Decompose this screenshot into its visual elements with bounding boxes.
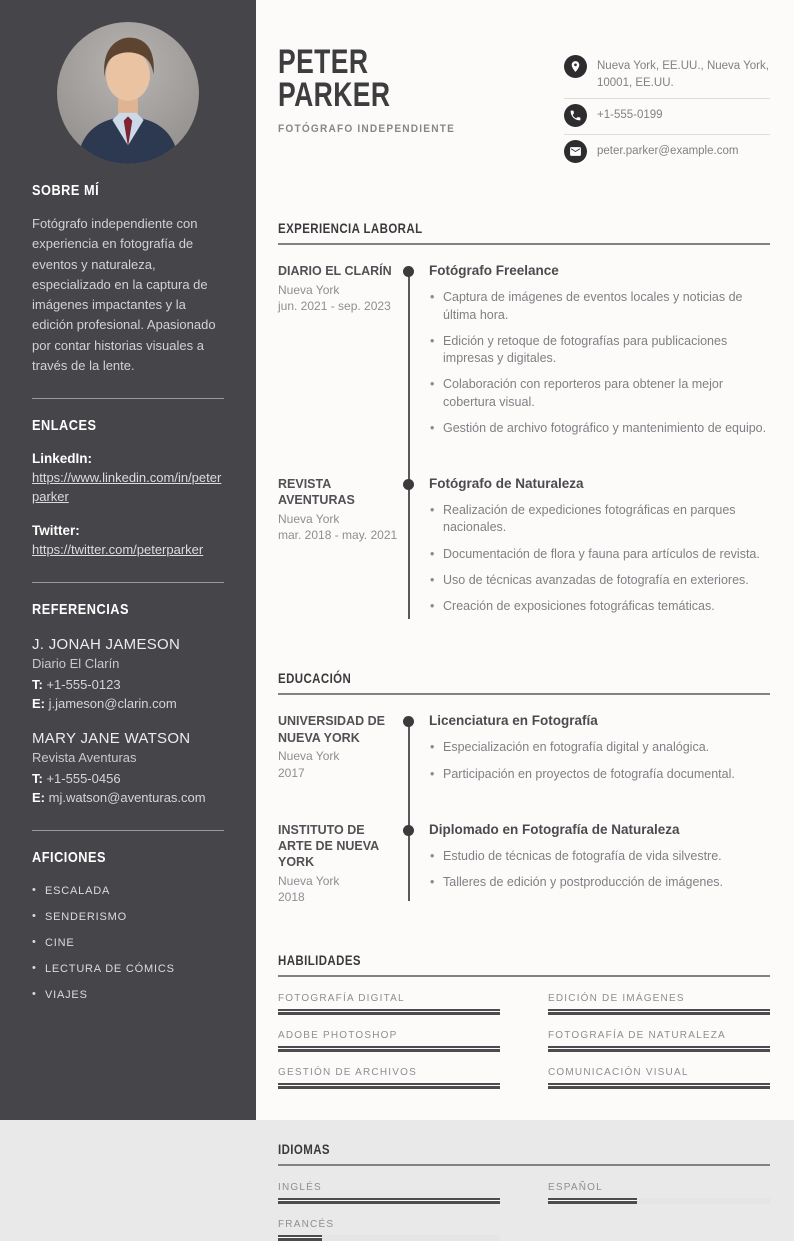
contact-email: peter.parker@example.com bbox=[597, 145, 739, 158]
experience-heading: EXPERIENCIA LABORAL bbox=[278, 220, 423, 237]
entry-body bbox=[409, 822, 770, 906]
email-icon bbox=[564, 140, 587, 163]
bullet-list bbox=[429, 289, 770, 437]
entry-body bbox=[409, 476, 770, 624]
bullet-item: • Especialización en fotografía digital y analógica. bbox=[429, 739, 770, 756]
first-name: PETER bbox=[278, 43, 369, 81]
email-label: E: bbox=[32, 790, 45, 806]
job-title: Fotógrafo Freelance bbox=[429, 263, 559, 279]
email-value: j.jameson@clarin.com bbox=[48, 695, 177, 711]
bullet-item: • Creación de exposiciones fotográficas temáticas. bbox=[429, 598, 770, 615]
language-item bbox=[548, 1182, 770, 1204]
skill-item bbox=[548, 993, 770, 1015]
phone-value: +1-555-0123 bbox=[46, 676, 121, 692]
skill-bar-fill bbox=[278, 1083, 500, 1089]
bullet-item: • Estudio de técnicas de fotografía de vida silvestre. bbox=[429, 848, 770, 865]
company-name: REVISTA AVENTURAS bbox=[278, 477, 355, 508]
language-item bbox=[278, 1182, 500, 1204]
language-bar-fill bbox=[548, 1198, 637, 1204]
skills-section bbox=[278, 952, 770, 1089]
reference-item bbox=[32, 636, 224, 714]
location-icon bbox=[564, 55, 587, 78]
experience-section bbox=[278, 220, 770, 624]
about-text: Fotógrafo independiente con experiencia en fotografía de eventos y naturaleza, especializado en la captura de imágenes impactantes y la edición profesional. Apasionado por contar historias visuales a través de la lente. bbox=[32, 216, 216, 373]
entry-meta bbox=[278, 263, 409, 446]
school-name: INSTITUTO DE ARTE DE NUEVA YORK bbox=[278, 822, 379, 870]
skill-label: FOTOGRAFÍA DIGITAL bbox=[278, 993, 405, 1005]
section-rule bbox=[278, 1164, 770, 1166]
education-section bbox=[278, 670, 770, 906]
skill-item bbox=[548, 1030, 770, 1052]
degree-title: Diplomado en Fotografía de Naturaleza bbox=[429, 821, 680, 837]
education-heading: EDUCACIÓN bbox=[278, 670, 352, 687]
phone-value: +1-555-0456 bbox=[46, 771, 121, 787]
education-timeline bbox=[278, 713, 770, 906]
entry-meta bbox=[278, 822, 409, 906]
experience-entry bbox=[278, 476, 770, 624]
links-heading: ENLACES bbox=[32, 417, 97, 435]
education-entry bbox=[278, 713, 770, 792]
link-item-twitter bbox=[32, 523, 224, 560]
language-item bbox=[278, 1219, 500, 1241]
hobby-item: • ESCALADA bbox=[32, 885, 224, 897]
link-item-linkedin bbox=[32, 451, 224, 507]
bullet-list bbox=[429, 848, 770, 892]
sidebar-divider bbox=[32, 398, 224, 399]
references-heading: REFERENCIAS bbox=[32, 600, 130, 618]
bullet-item: • Participación en proyectos de fotografía documental. bbox=[429, 766, 770, 783]
email-label: E: bbox=[32, 695, 45, 711]
reference-item bbox=[32, 730, 224, 808]
skill-bar bbox=[548, 1046, 770, 1052]
languages-section bbox=[278, 1141, 770, 1241]
contact-block bbox=[564, 50, 770, 170]
company-name: DIARIO EL CLARÍN bbox=[278, 264, 392, 279]
sidebar-divider bbox=[32, 582, 224, 583]
sidebar-divider bbox=[32, 830, 224, 831]
hobby-item: • CINE bbox=[32, 937, 224, 949]
sidebar bbox=[0, 0, 256, 1120]
company-location: Nueva York bbox=[278, 511, 340, 526]
experience-entry bbox=[278, 263, 770, 446]
links-section bbox=[32, 417, 224, 560]
skill-label: EDICIÓN DE IMÁGENES bbox=[548, 993, 685, 1005]
bullet-item: • Captura de imágenes de eventos locales y noticias de última hora. bbox=[429, 289, 770, 324]
entry-body bbox=[409, 713, 770, 792]
skill-label: GESTIÓN DE ARCHIVOS bbox=[278, 1067, 417, 1079]
twitter-link[interactable]: https://twitter.com/peterparker bbox=[32, 541, 204, 557]
last-name: PARKER bbox=[278, 76, 391, 115]
bullet-item: • Realización de expediciones fotográficas en parques nacionales. bbox=[429, 502, 770, 537]
skill-item bbox=[548, 1067, 770, 1089]
timeline-dot bbox=[403, 825, 414, 836]
contact-location: Nueva York, EE.UU., Nueva York, 10001, EE.UU. bbox=[597, 60, 769, 89]
contact-row-phone bbox=[564, 99, 770, 135]
school-location: Nueva York bbox=[278, 748, 340, 763]
skill-label: ADOBE PHOTOSHOP bbox=[278, 1030, 398, 1042]
person-title: FOTÓGRAFO INDEPENDIENTE bbox=[278, 122, 456, 135]
bullet-list bbox=[429, 502, 770, 615]
skill-bar-fill bbox=[548, 1083, 770, 1089]
reference-company: Diario El Clarín bbox=[32, 655, 120, 671]
about-heading: SOBRE MÍ bbox=[32, 182, 100, 199]
skills-heading: HABILIDADES bbox=[278, 952, 361, 969]
section-rule bbox=[278, 975, 770, 977]
skill-bar bbox=[278, 1083, 500, 1089]
skill-bar-fill bbox=[278, 1009, 500, 1015]
about-section bbox=[32, 182, 224, 376]
link-label: Twitter: bbox=[32, 522, 80, 538]
job-title: Fotógrafo de Naturaleza bbox=[429, 476, 584, 492]
link-label: LinkedIn: bbox=[32, 451, 92, 467]
company-location: Nueva York bbox=[278, 282, 340, 297]
skill-bar bbox=[278, 1046, 500, 1052]
skill-item bbox=[278, 1030, 500, 1052]
reference-name: MARY JANE WATSON bbox=[32, 730, 191, 748]
section-rule bbox=[278, 693, 770, 695]
section-rule bbox=[278, 243, 770, 245]
entry-meta bbox=[278, 713, 409, 792]
language-label: INGLÉS bbox=[278, 1182, 322, 1194]
skill-bar-fill bbox=[278, 1046, 500, 1052]
references-section bbox=[32, 601, 224, 808]
email-value: mj.watson@aventuras.com bbox=[48, 790, 206, 806]
bullet-item: • Uso de técnicas avanzadas de fotografía en exteriores. bbox=[429, 572, 770, 589]
phone-label: T: bbox=[32, 676, 43, 692]
reference-company: Revista Aventuras bbox=[32, 750, 137, 766]
hobbies-heading: AFICIONES bbox=[32, 849, 107, 867]
skill-label: COMUNICACIÓN VISUAL bbox=[548, 1067, 689, 1079]
education-entry bbox=[278, 822, 770, 906]
main-content bbox=[256, 0, 794, 1231]
reference-phone bbox=[32, 770, 224, 789]
hobby-item: • SENDERISMO bbox=[32, 911, 224, 923]
profile-photo-illustration bbox=[57, 22, 199, 164]
skill-item bbox=[278, 1067, 500, 1089]
skill-bar-fill bbox=[548, 1009, 770, 1015]
contact-phone: +1-555-0199 bbox=[597, 109, 663, 122]
bullet-item: • Talleres de edición y postproducción de imágenes. bbox=[429, 874, 770, 891]
reference-email bbox=[32, 789, 224, 808]
reference-name: J. JONAH JAMESON bbox=[32, 635, 181, 653]
reference-phone bbox=[32, 676, 224, 695]
skill-bar-fill bbox=[548, 1046, 770, 1052]
contact-row-location bbox=[564, 50, 770, 99]
language-bar bbox=[278, 1198, 500, 1204]
entry-year: 2017 bbox=[278, 765, 305, 780]
contact-row-email bbox=[564, 135, 770, 170]
language-label: FRANCÉS bbox=[278, 1219, 335, 1231]
name-block bbox=[278, 43, 470, 170]
skill-bar bbox=[548, 1083, 770, 1089]
bullet-item: • Edición y retoque de fotografías para publicaciones impresas y digitales. bbox=[429, 333, 770, 368]
skills-grid bbox=[278, 993, 770, 1089]
languages-grid bbox=[278, 1182, 770, 1241]
school-location: Nueva York bbox=[278, 873, 340, 888]
school-name: UNIVERSIDAD DE NUEVA YORK bbox=[278, 714, 385, 745]
language-bar bbox=[548, 1198, 770, 1204]
language-bar bbox=[278, 1235, 500, 1241]
entry-meta bbox=[278, 476, 409, 624]
entry-dates: mar. 2018 - may. 2021 bbox=[278, 528, 398, 543]
bullet-item: • Colaboración con reporteros para obtener la mejor cobertura visual. bbox=[429, 376, 770, 411]
profile-photo bbox=[57, 22, 199, 164]
reference-email bbox=[32, 695, 224, 714]
header bbox=[278, 43, 770, 170]
entry-dates: jun. 2021 - sep. 2023 bbox=[278, 299, 391, 314]
bullet-item: • Documentación de flora y fauna para artículos de revista. bbox=[429, 546, 770, 563]
linkedin-link[interactable]: https://www.linkedin.com/in/peterparker bbox=[32, 470, 222, 504]
bullet-item: • Gestión de archivo fotográfico y mantenimiento de equipo. bbox=[429, 420, 770, 437]
skill-label: FOTOGRAFÍA DE NATURALEZA bbox=[548, 1030, 726, 1042]
entry-body bbox=[409, 263, 770, 446]
experience-timeline bbox=[278, 263, 770, 624]
language-label: ESPAÑOL bbox=[548, 1182, 603, 1194]
hobbies-section bbox=[32, 849, 224, 1001]
hobbies-list bbox=[32, 885, 224, 1001]
phone-icon bbox=[564, 104, 587, 127]
skill-bar bbox=[278, 1009, 500, 1015]
bullet-list bbox=[429, 739, 770, 783]
skill-bar bbox=[548, 1009, 770, 1015]
degree-title: Licenciatura en Fotografía bbox=[429, 713, 598, 729]
hobby-item: • LECTURA DE CÓMICS bbox=[32, 963, 224, 975]
hobby-item: • VIAJES bbox=[32, 989, 224, 1001]
skill-item bbox=[278, 993, 500, 1015]
person-name bbox=[278, 43, 428, 115]
phone-label: T: bbox=[32, 771, 43, 787]
languages-heading: IDIOMAS bbox=[278, 1141, 330, 1158]
language-bar-fill bbox=[278, 1235, 322, 1241]
entry-year: 2018 bbox=[278, 890, 305, 905]
language-bar-fill bbox=[278, 1198, 500, 1204]
